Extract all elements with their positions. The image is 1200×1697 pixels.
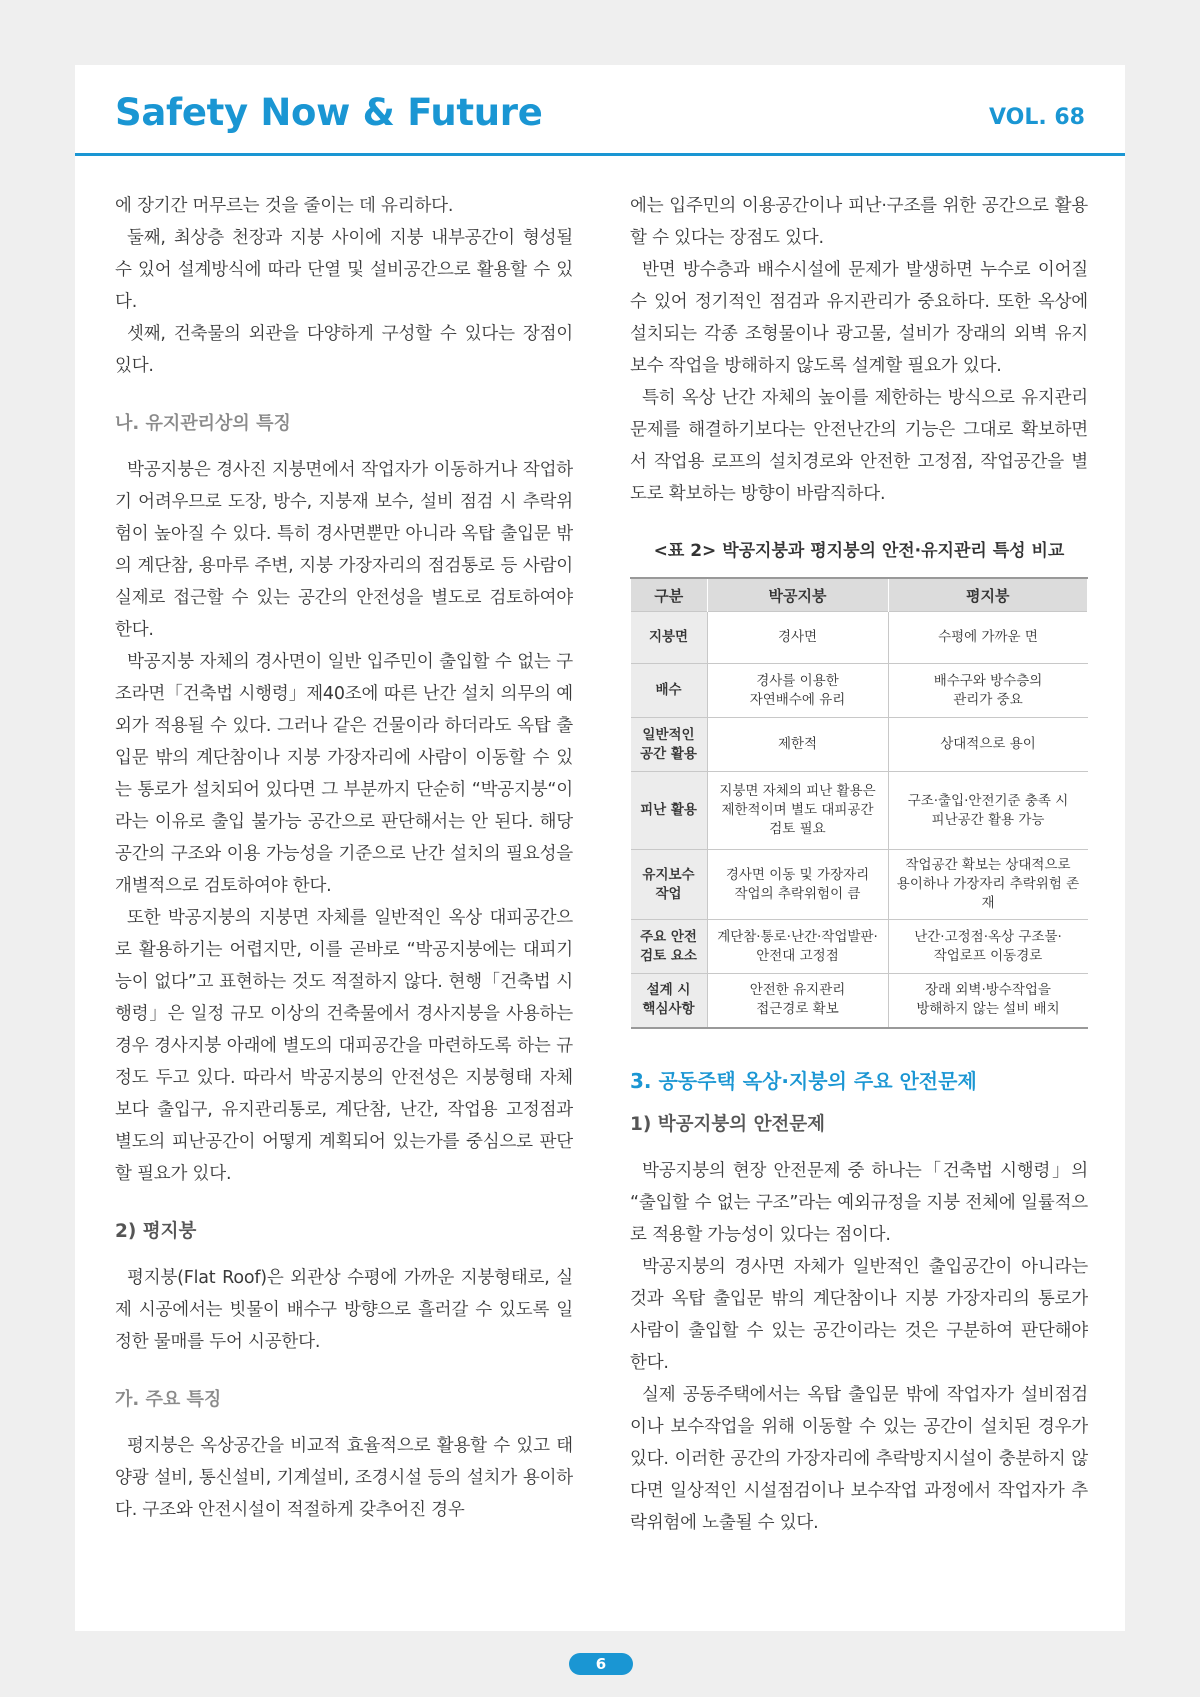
- magazine-title: Safety Now & Future: [115, 91, 543, 134]
- table-cell: 작업공간 확보는 상대적으로 용이하나 가장자리 추락위험 존재: [888, 850, 1088, 920]
- paragraph: 둘째, 최상층 천장과 지붕 사이에 지붕 내부공간이 형성될 수 있어 설계방식에 따라 단열 및 설비공간으로 활용할 수 있다.: [115, 228, 573, 312]
- comparison-table: [630, 577, 1088, 1029]
- paragraph: 박공지붕은 경사진 지붕면에서 작업자가 이동하거나 작업하기 어려우므로 도장, 방수, 지붕재 보수, 설비 점검 시 추락위험이 높아질 수 있다. 특히 경사면뿐만 아니라 옥탑 출입문 밖의 계단참, 용마루 주변, 지붕 가장자리의 점검통로 등 사람이 실제로 접근할 수 있는 공간의 안전성을 별도로 검토하여야 한다.: [115, 460, 573, 640]
- row-label-cell: 유지보수 작업: [631, 850, 708, 920]
- paragraph: 특히 옥상 난간 자체의 높이를 제한하는 방식으로 유지관리 문제를 해결하기보다는 안전난간의 기능은 그대로 확보하면서 작업용 로프의 설치경로와 안전한 고정점, 작업공간을 별도로 확보하는 방향이 바람직하다.: [630, 388, 1088, 504]
- table-header-row: [631, 578, 1088, 612]
- table-row: [631, 772, 1088, 850]
- paragraph: 박공지붕의 경사면 자체가 일반적인 출입공간이 아니라는 것과 옥탑 출입문 밖의 계단참이나 지붕 가장자리의 통로가 사람이 출입할 수 있는 공간이라는 것은 구분하여 판단해야 한다.: [630, 1256, 1088, 1373]
- table-row: [631, 718, 1088, 772]
- row-label-cell: 피난 활용: [631, 772, 708, 850]
- section-heading: 3. 공동주택 옥상·지붕의 주요 안전문제: [630, 1068, 977, 1093]
- paragraph: 평지붕은 옥상공간을 비교적 효율적으로 활용할 수 있고 태양광 설비, 통신설비, 기계설비, 조경시설 등의 설치가 용이하다. 구조와 안전시설이 적절하게 갖추어진 경우: [115, 1436, 573, 1520]
- table-row: [631, 664, 1088, 718]
- table-cell: 장래 외벽·방수작업을 방해하지 않는 설비 배치: [888, 974, 1088, 1028]
- row-label-cell: 배수: [631, 664, 708, 718]
- table-cell: 구조·출입·안전기준 충족 시 피난공간 활용 가능: [888, 772, 1088, 850]
- page-number: 6: [569, 1653, 633, 1675]
- numbered-heading: 1) 박공지붕의 안전문제: [630, 1113, 826, 1135]
- page-header: [75, 65, 1125, 156]
- subheading: 가. 주요 특징: [115, 1389, 222, 1410]
- row-label-cell: 설계 시 핵심사항: [631, 974, 708, 1028]
- table-row: [631, 920, 1088, 974]
- table-cell: 상대적으로 용이: [888, 718, 1088, 772]
- table-cell: 수평에 가까운 면: [888, 612, 1088, 664]
- table-cell: 경사를 이용한 자연배수에 유리: [707, 664, 888, 718]
- table-cell: 안전한 유지관리 접근경로 확보: [707, 974, 888, 1028]
- table-cell: 제한적: [707, 718, 888, 772]
- table-row: [631, 974, 1088, 1028]
- page: [75, 65, 1125, 1631]
- right-column: [630, 190, 1088, 1539]
- table-cell: 계단참·통로·난간·작업발판· 안전대 고정점: [707, 920, 888, 974]
- paragraph: 또한 박공지붕의 지붕면 자체를 일반적인 옥상 대피공간으로 활용하기는 어렵지만, 이를 곧바로 “박공지붕에는 대피기능이 없다”고 표현하는 것도 적절하지 않다. 현행「건축법 시행령」은 일정 규모 이상의 건축물에서 경사지붕을 사용하는 경우 경사지붕 아래에 별도의 대피공간을 마련하도록 하는 규정도 두고 있다. 따라서 박공지붕의 안전성은 지붕형태 자체보다 출입구, 유지관리통로, 계단참, 난간, 작업용 고정점과 별도의 피난공간이 어떻게 계획되어 있는가를 중심으로 판단할 필요가 있다.: [115, 908, 573, 1184]
- table-cell: 난간·고정점·옥상 구조물· 작업로프 이동경로: [888, 920, 1088, 974]
- paragraph: 에 장기간 머무르는 것을 줄이는 데 유리하다.: [115, 196, 454, 216]
- row-label-cell: 지붕면: [631, 612, 708, 664]
- column-header: 구분: [631, 578, 708, 612]
- paragraph: 실제 공동주택에서는 옥탑 출입문 밖에 작업자가 설비점검이나 보수작업을 위해 이동할 수 있는 공간이 설치된 경우가 있다. 이러한 공간의 가장자리에 추락방지시설이 충분하지 않다면 일상적인 시설점검이나 보수작업 과정에서 작업자가 추락위험에 노출될 수 있다.: [630, 1384, 1088, 1533]
- paragraph: 박공지붕의 현장 안전문제 중 하나는「건축법 시행령」의 “출입할 수 없는 구조”라는 예외규정을 지붕 전체에 일률적으로 적용할 가능성이 있다는 점이다.: [630, 1160, 1088, 1245]
- subheading: 나. 유지관리상의 특징: [115, 413, 291, 434]
- table-cell: 경사면: [707, 612, 888, 664]
- column-header: 박공지붕: [707, 578, 888, 612]
- table-cell: 경사면 이동 및 가장자리 작업의 추락위험이 큼: [707, 850, 888, 920]
- paragraph: 셋째, 건축물의 외관을 다양하게 구성할 수 있다는 장점이 있다.: [115, 324, 573, 376]
- numbered-heading: 2) 평지붕: [115, 1221, 197, 1242]
- table-cell: 배수구와 방수층의 관리가 중요: [888, 664, 1088, 718]
- row-label-cell: 일반적인 공간 활용: [631, 718, 708, 772]
- volume-label: VOL. 68: [989, 105, 1085, 130]
- table-row: [631, 850, 1088, 920]
- table-caption: <표 2> 박공지붕과 평지붕의 안전·유지관리 특성 비교: [653, 541, 1065, 561]
- row-label-cell: 주요 안전 검토 요소: [631, 920, 708, 974]
- column-header: 평지붕: [888, 578, 1088, 612]
- paragraph: 에는 입주민의 이용공간이나 피난·구조를 위한 공간으로 활용할 수 있다는 장점도 있다.: [630, 196, 1088, 248]
- table-cell: 지붕면 자체의 피난 활용은 제한적이며 별도 대피공간 검토 필요: [707, 772, 888, 850]
- left-column: [115, 190, 573, 1526]
- paragraph: 반면 방수층과 배수시설에 문제가 발생하면 누수로 이어질 수 있어 정기적인 점검과 유지관리가 중요하다. 또한 옥상에 설치되는 각종 조형물이나 광고물, 설비가 장래의 외벽 유지보수 작업을 방해하지 않도록 설계할 필요가 있다.: [630, 260, 1088, 376]
- paragraph: 평지붕(Flat Roof)은 외관상 수평에 가까운 지붕형태로, 실제 시공에서는 빗물이 배수구 방향으로 흘러갈 수 있도록 일정한 물매를 두어 시공한다.: [115, 1268, 573, 1352]
- table-row: [631, 612, 1088, 664]
- paragraph: 박공지붕 자체의 경사면이 일반 입주민이 출입할 수 없는 구조라면「건축법 시행령」제40조에 따른 난간 설치 의무의 예외가 적용될 수 있다. 그러나 같은 건물이라 하더라도 옥탑 출입문 밖의 계단참이나 지붕 가장자리에 사람이 이동할 수 있는 통로가 설치되어 있다면 그 부분까지 단순히 “박공지붕“이라는 이유로 출입 불가능 공간으로 판단해서는 안 된다. 해당 공간의 구조와 이용 가능성을 기준으로 난간 설치의 필요성을 개별적으로 검토하여야 한다.: [115, 652, 573, 896]
